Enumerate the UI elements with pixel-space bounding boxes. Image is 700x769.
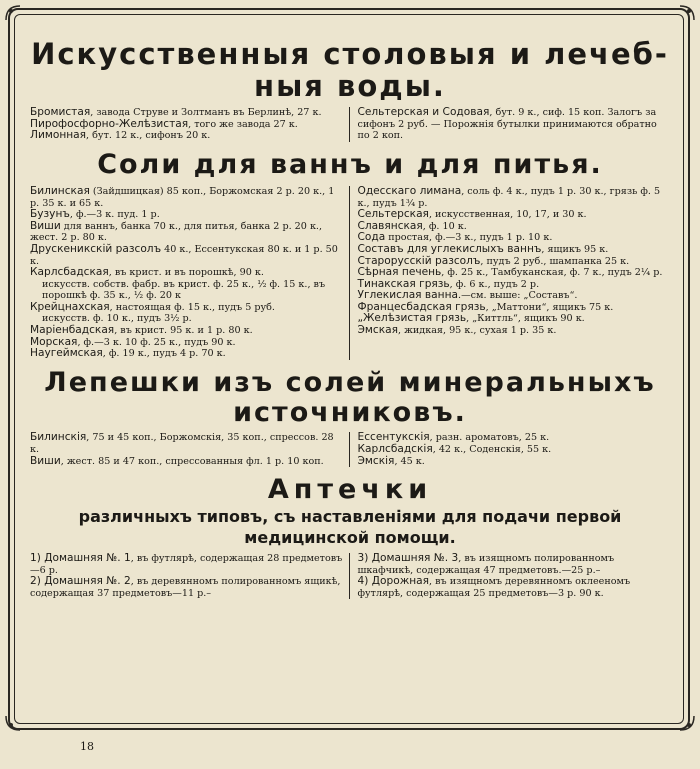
section-title: Искусственныя столовыя и лечеб- ныя воды. xyxy=(31,37,669,104)
section-first-aid-kits xyxy=(30,475,670,599)
section-title: Лепешки изъ солей минеральныхъ источниковъ. xyxy=(44,366,656,429)
list-item: Тинакская грязь, ф. 6 к., пудъ 2 р. xyxy=(357,277,540,290)
left-column xyxy=(30,107,349,142)
list-item: Билинскія, 75 и 45 коп., Боржомскія, 35 коп., спрессов. 28 к. xyxy=(30,431,334,455)
list-item: 4) Дорожная, въ изящномъ деревянномъ оклееномъ футлярѣ, содержащая 25 предметовъ—3 р. 90 к. xyxy=(357,575,631,599)
list-item: Ессентукскія, разн. ароматовъ, 25 к. xyxy=(357,431,550,444)
list-item: Бромистая, завода Струве и Золтманъ въ Берлинѣ, 27 к. xyxy=(30,105,322,118)
section-bath-salts xyxy=(30,150,670,360)
corner-ornament-bottom-left xyxy=(4,714,22,732)
page-number: 18 xyxy=(80,740,94,753)
two-column-list xyxy=(30,553,670,599)
list-item: Виши для ваннъ, банка 70 к., для питья, банка 2 р. 20 к., жест. 2 р. 80 к. xyxy=(30,219,323,244)
right-column xyxy=(349,553,671,599)
list-item: 2) Домашняя №. 2, въ деревянномъ полированномъ ящикѣ, содержащая 37 предметовъ—11 р.– xyxy=(30,575,341,599)
list-item: Эмская, жидкая, 95 к., сухая 1 р. 35 к. xyxy=(357,324,557,337)
left-column xyxy=(30,186,349,360)
list-item: Пирофосфорно-Желѣзистая, того же завода 27 к. xyxy=(30,117,298,130)
list-item: Карлсбадская, въ крист. и въ порошкѣ, 90 к. xyxy=(30,266,264,279)
list-item: Эмскія, 45 к. xyxy=(357,454,425,467)
list-item: Сельтерская и Содовая, бут. 9 к., сиф. 15 коп. Залогъ за сифонъ 2 руб. — Порожнія бутылки принимаются обратно по 2 коп. xyxy=(357,105,657,142)
section-artificial-waters xyxy=(30,38,670,142)
corner-ornament-top-right xyxy=(678,4,696,22)
list-item: Одесскаго лимана, соль ф. 4 к., пудъ 1 р. 30 к., грязь ф. 5 к., пудъ 1¾ р. xyxy=(357,184,661,209)
list-item: „Желѣзистая грязь, „Киттль“, ящикъ 90 к. xyxy=(357,312,585,325)
list-item: Старорусскій разсолъ, пудъ 2 руб., шампанка 25 к. xyxy=(357,254,630,267)
list-item: искусств. собств. фабр. въ крист. ф. 25 к., ½ ф. 15 к., въ порошкѣ ф. 35 к., ½ ф. 20 к xyxy=(42,278,326,302)
list-item: Бузунъ, ф.—3 к. пуд. 1 р. xyxy=(30,208,160,221)
two-column-list xyxy=(30,186,670,360)
list-item: Сельтерская, искусственная, 10, 17, и 30 к. xyxy=(357,208,587,221)
list-item: Славянская, ф. 10 к. xyxy=(357,219,467,232)
corner-ornament-top-left xyxy=(4,4,22,22)
list-item: Маріенбадская, въ крист. 95 к. и 1 р. 80 к. xyxy=(30,324,253,337)
right-column xyxy=(349,432,671,467)
two-column-list xyxy=(30,107,670,142)
section-title: Аптечки xyxy=(267,474,433,506)
section-subtitle: различныхъ типовъ, съ наставленіями для подачи первой медицинской помощи. xyxy=(78,507,622,548)
left-column xyxy=(30,432,349,467)
list-item: 3) Домашняя №. 3, въ изящномъ полированномъ шкафчикѣ, содержащая 47 предметовъ.—25 р.– xyxy=(357,551,615,576)
list-item: Виши, жест. 85 и 47 коп., спрессованныя фл. 1 р. 10 коп. xyxy=(30,454,324,467)
right-column xyxy=(349,186,671,360)
right-column xyxy=(349,107,671,142)
section-title: Соли для ваннъ и для питья. xyxy=(97,148,603,180)
list-item: Наугеймская, ф. 19 к., пудъ 4 р. 70 к. xyxy=(30,347,226,360)
list-item: 1) Домашняя №. 1, въ футлярѣ, содержащая 28 предметовъ—6 р. xyxy=(30,551,343,576)
list-item: Составъ для углекислыхъ ваннъ, ящикъ 95 к. xyxy=(357,242,609,255)
left-column xyxy=(30,553,349,599)
corner-ornament-bottom-right xyxy=(678,714,696,732)
two-column-list xyxy=(30,432,670,467)
page-content xyxy=(30,38,670,728)
list-item: Морская, ф.—3 к. 10 ф. 25 к., пудъ 90 к. xyxy=(30,335,236,348)
list-item: Сода простая, ф.—3 к., пудъ 1 р. 10 к. xyxy=(357,231,553,244)
list-item: Крейцнахская, настоящая ф. 15 к., пудъ 5 руб. xyxy=(30,300,275,313)
list-item: Карлсбадскія, 42 к., Соденскія, 55 к. xyxy=(357,442,552,455)
list-item: Лимонная, бут. 12 к., сифонъ 20 к. xyxy=(30,129,211,142)
section-mineral-lozenges xyxy=(30,368,670,467)
list-item: Углекислая ванна.—см. выше: „Составъ“. xyxy=(357,289,578,302)
list-item: Сѣрная печень, ф. 25 к., Тамбуканская, ф. 7 к., пудъ 2¼ р. xyxy=(357,266,663,279)
list-item: искусств. ф. 10 к., пудъ 3½ р. xyxy=(42,313,192,325)
list-item: Друскеникскій разсолъ 40 к., Ессентукская 80 к. и 1 р. 50 к. xyxy=(30,242,338,267)
list-item: Билинская (Зайдшицкая) 85 коп., Боржомская 2 р. 20 к., 1 р. 35 к. и 65 к. xyxy=(30,184,335,209)
list-item: Францесбадская грязь, „Маттони“, ящикъ 75 к. xyxy=(357,300,614,313)
